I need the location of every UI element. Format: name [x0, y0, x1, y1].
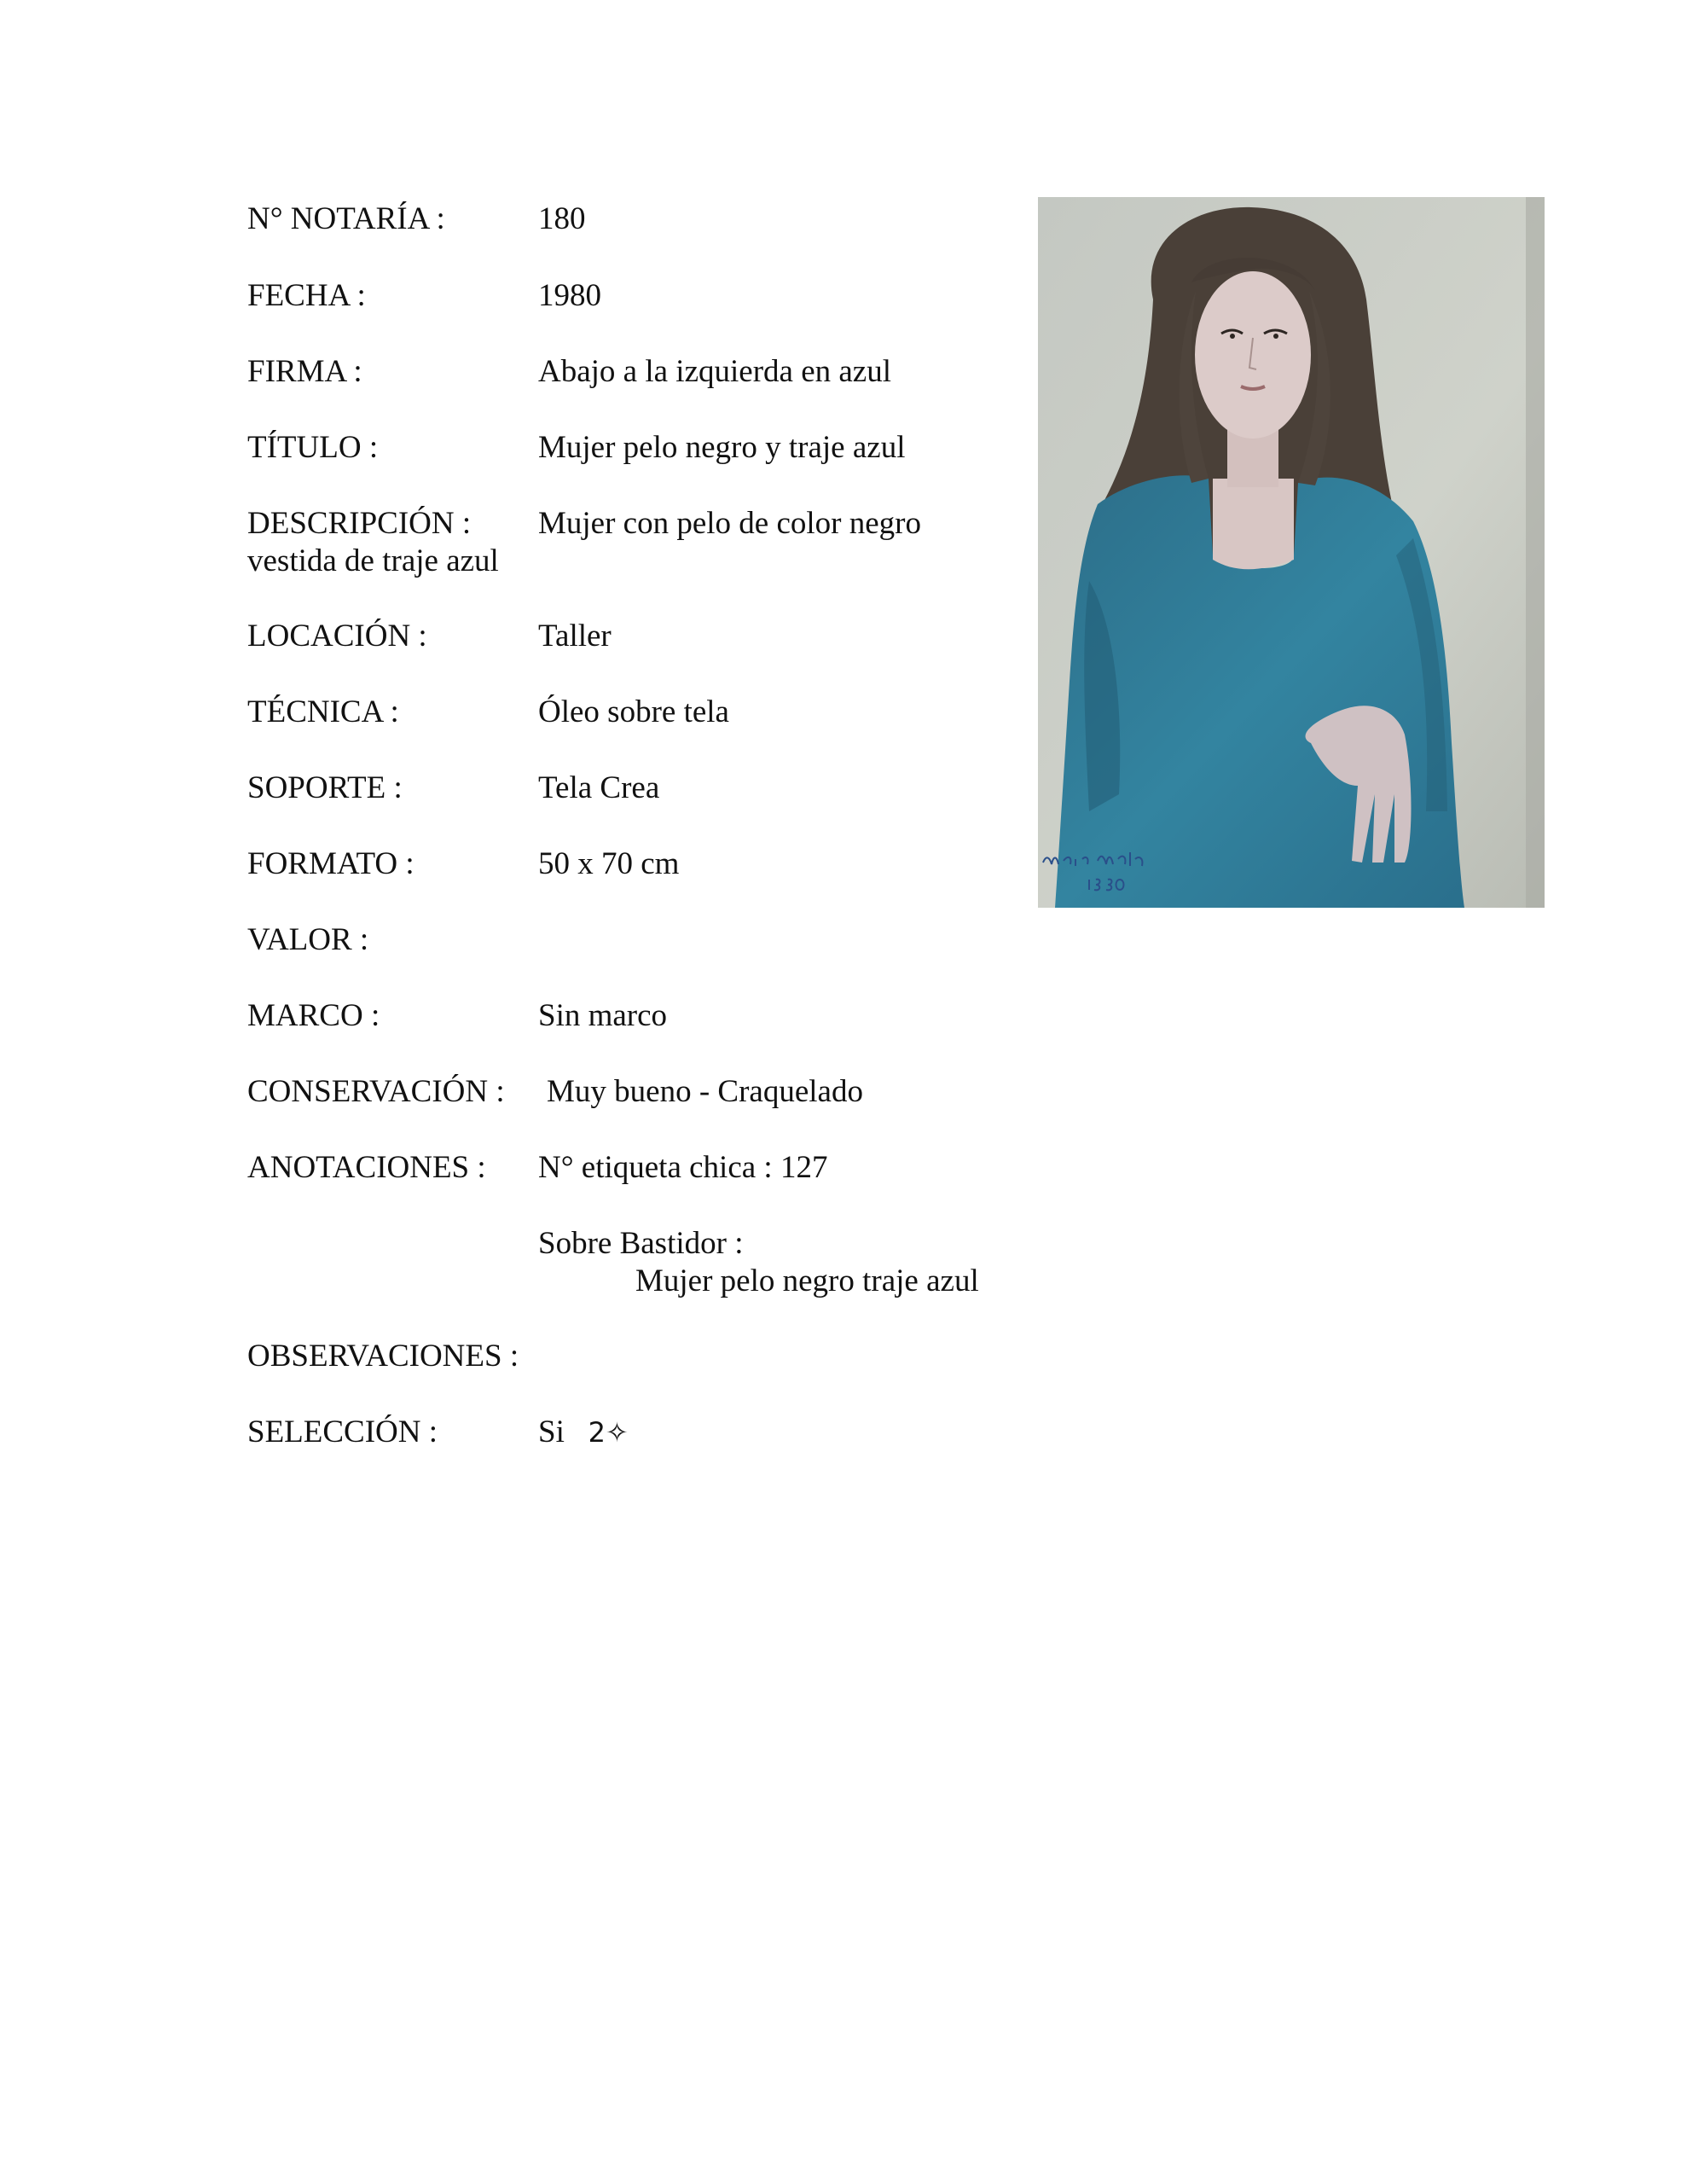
notaria-value: 180	[538, 201, 586, 236]
anotaciones-label: ANOTACIONES :	[247, 1150, 486, 1185]
locacion-label: LOCACIÓN :	[247, 619, 427, 653]
fecha-label: FECHA :	[247, 278, 366, 313]
formato-label: FORMATO :	[247, 846, 415, 881]
seleccion-label: SELECCIÓN :	[247, 1414, 438, 1449]
firma-label: FIRMA :	[247, 354, 362, 389]
marco-value: Sin marco	[538, 998, 668, 1033]
painting-photo	[1038, 197, 1545, 908]
titulo-value: Mujer pelo negro y traje azul	[538, 430, 906, 465]
painting-illustration	[1038, 197, 1545, 908]
tecnica-value: Óleo sobre tela	[538, 694, 729, 729]
valor-label: VALOR :	[247, 922, 369, 957]
descripcion-label: DESCRIPCIÓN :	[247, 506, 472, 541]
soporte-label: SOPORTE :	[247, 770, 403, 805]
neckline	[1213, 479, 1294, 569]
seleccion-answer: Si	[538, 1414, 565, 1449]
fecha-value: 1980	[538, 278, 601, 313]
locacion-value: Taller	[538, 619, 612, 653]
bastidor-value: Mujer pelo negro traje azul	[635, 1263, 979, 1298]
observaciones-label: OBSERVACIONES :	[247, 1339, 519, 1374]
face	[1195, 271, 1311, 439]
formato-value: 50 x 70 cm	[538, 846, 680, 881]
soporte-value: Tela Crea	[538, 770, 660, 805]
conservacion-label: CONSERVACIÓN :	[247, 1074, 505, 1109]
conservacion-value: Muy bueno - Craquelado	[547, 1074, 863, 1109]
bastidor-label: Sobre Bastidor :	[538, 1226, 744, 1261]
tecnica-label: TÉCNICA :	[247, 694, 399, 729]
titulo-label: TÍTULO :	[247, 430, 379, 465]
descripcion-value-continued: vestida de traje azul	[247, 543, 499, 578]
notaria-label: N° NOTARÍA :	[247, 201, 445, 236]
anotaciones-value: N° etiqueta chica : 127	[538, 1150, 828, 1185]
firma-value: Abajo a la izquierda en azul	[538, 354, 891, 389]
seleccion-mark: 2✧	[588, 1416, 629, 1449]
marco-label: MARCO :	[247, 998, 380, 1033]
seleccion-value	[538, 1414, 629, 1451]
descripcion-value: Mujer con pelo de color negro	[538, 506, 921, 541]
